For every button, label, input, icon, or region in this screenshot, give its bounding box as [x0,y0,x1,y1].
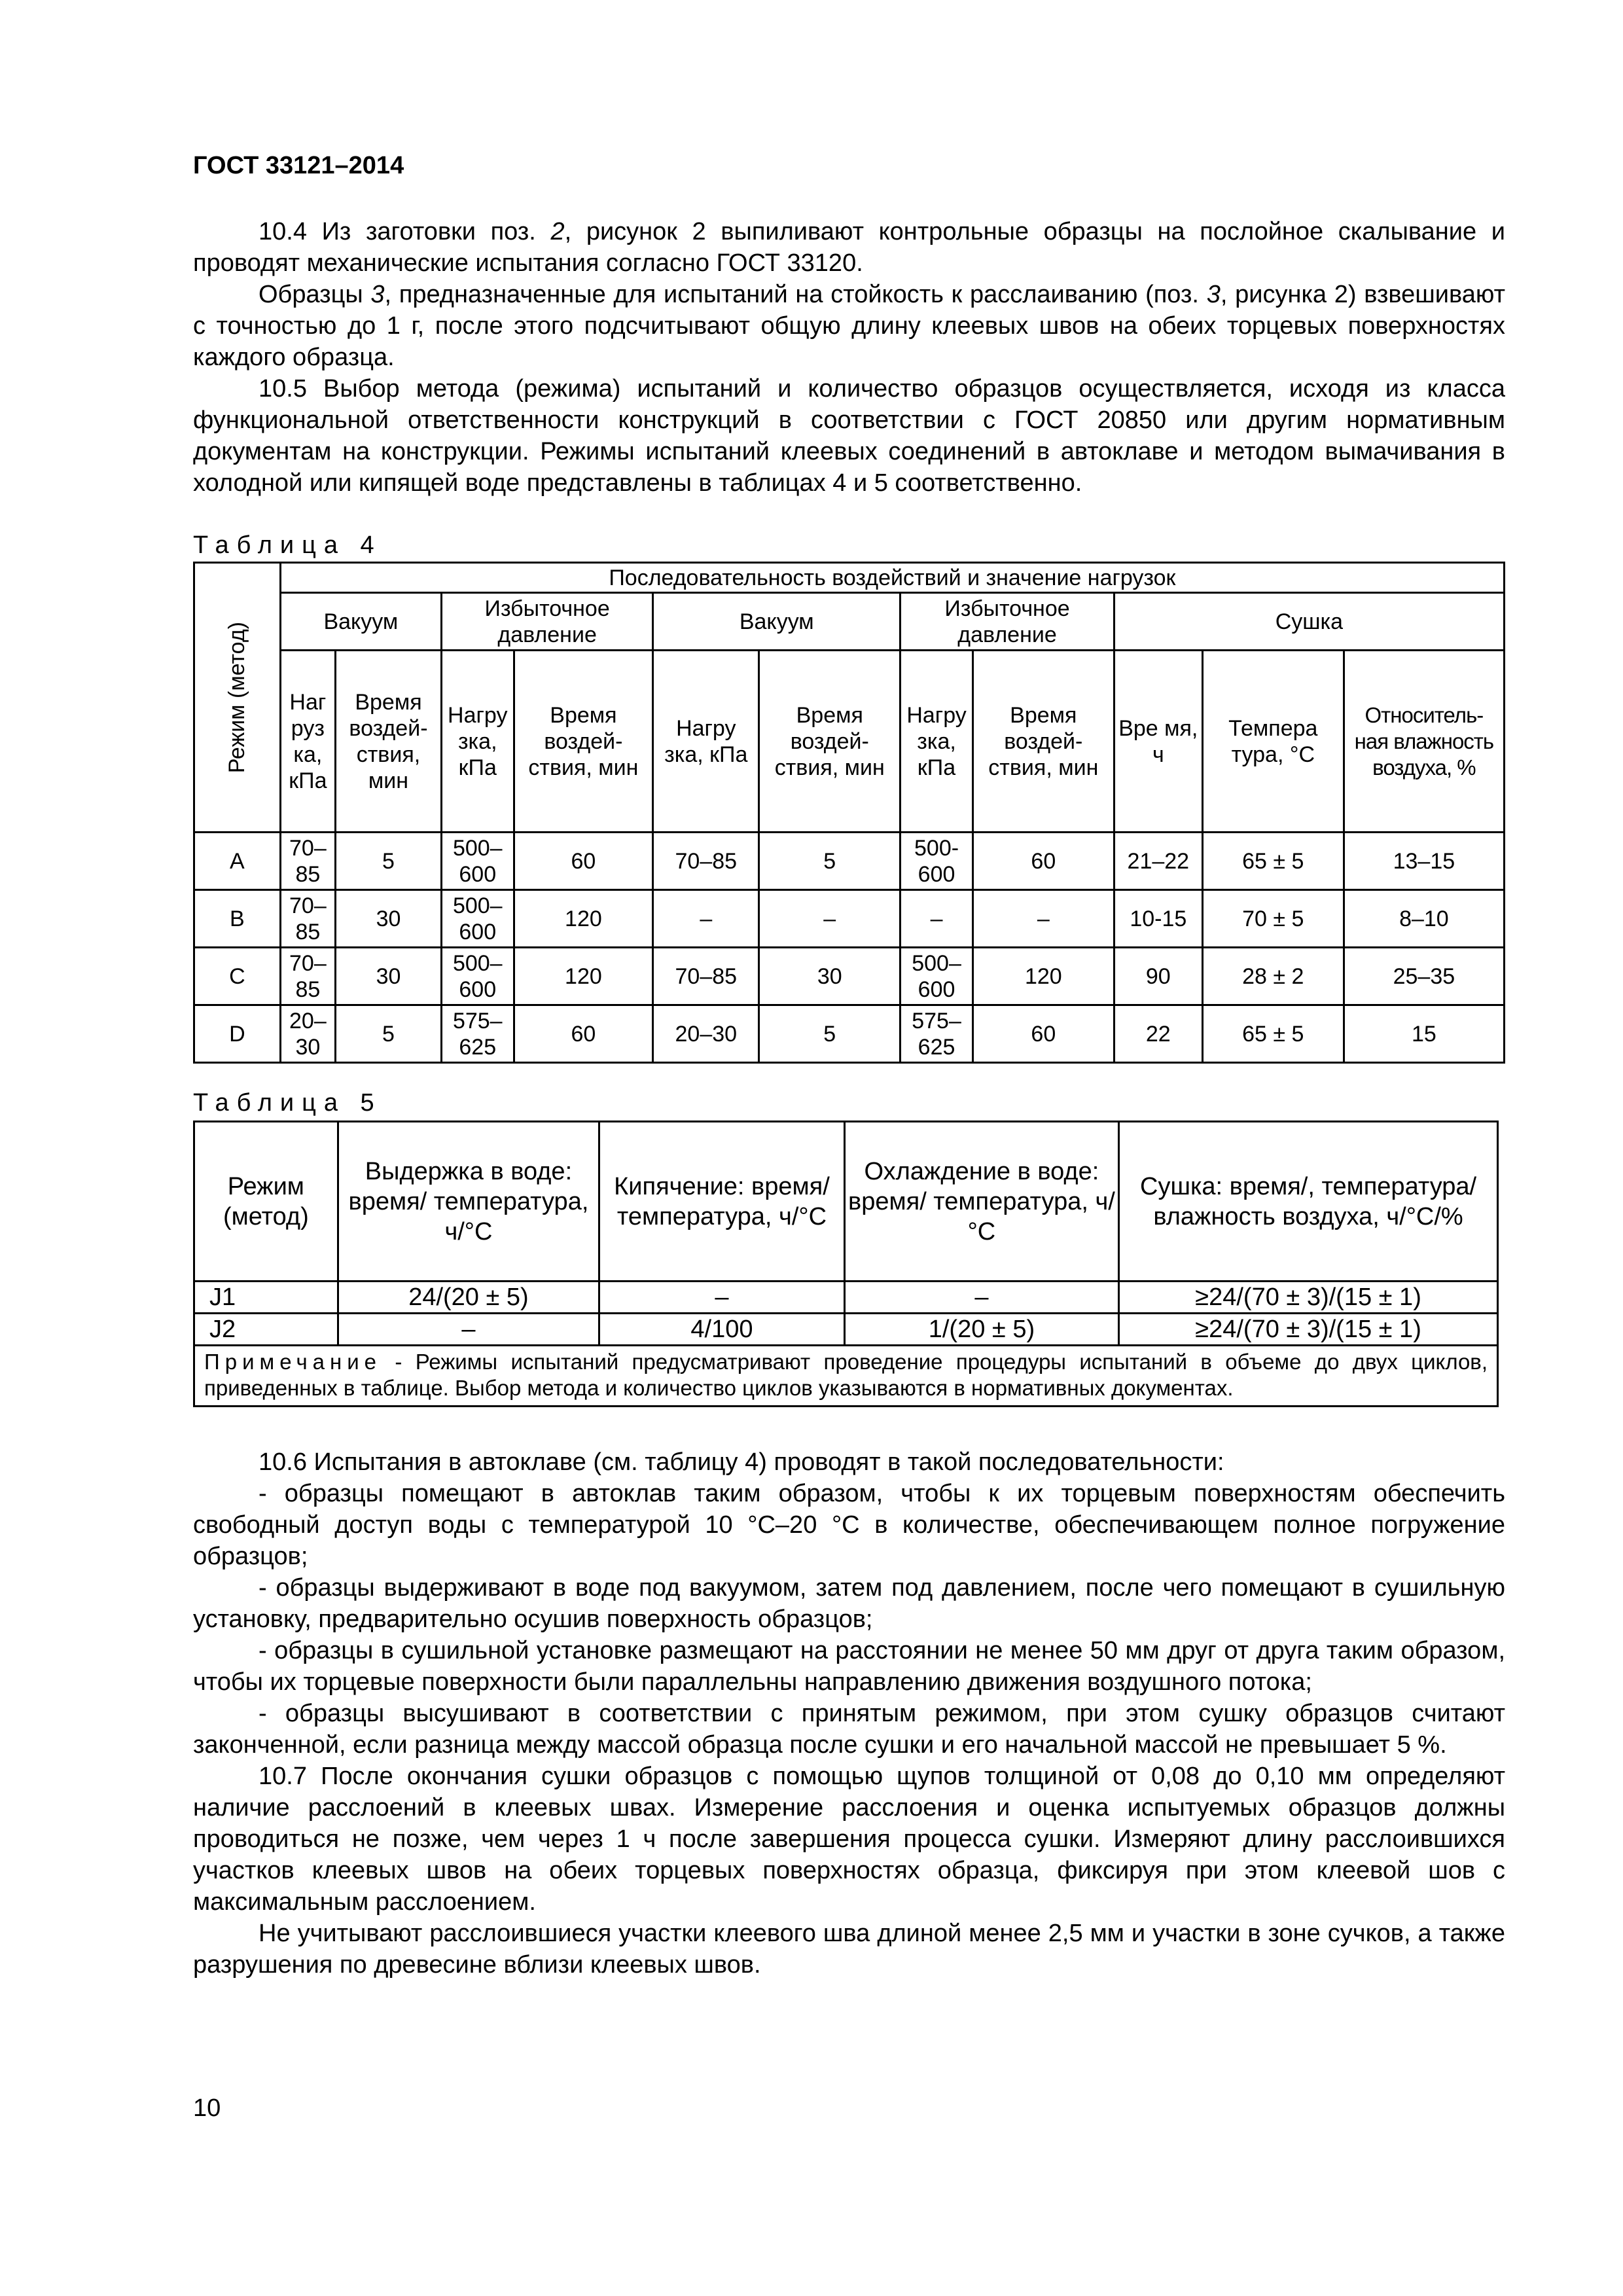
document-header: ГОСТ 33121–2014 [193,152,404,179]
subheader-dry-time: Вре мя, ч [1114,651,1202,833]
group-drying: Сушка [1114,593,1504,651]
table-4 [193,562,1505,1064]
list-item: - образцы помещают в автоклав таким образом, чтобы к их торцевым поверхностям обеспечить свободный доступ воды с температурой 10 °С–20 °С в количестве, обеспечивающем полное погружение образцов; [193,1480,1505,1570]
paragraph-10-7: 10.7 После окончания сушки образцов с помощью щупов толщиной от 0,08 до 0,10 мм определяют наличие расслоений в клеевых швах. Измерение расслоения и оценка испытуемых образцов должны проводиться не позже, чем через 1 ч после завершения процесса сушки. Измеряют длину расслоившихся участков клеевых швов на обеих торцевых поверхностях образца, фиксируя при этом клеевой шов с максимальным расслоением. [193,1763,1505,1916]
t5-header-boil: Кипячение: время/ температура, ч/°С [599,1122,845,1282]
table-row: A 70–85 5 500–600 60 70–85 5 500-600 60 21–22 65 ± 5 13–15 [194,833,1505,890]
paragraph-10-4: 10.4 Из заготовки поз. 2, рисунок 2 выпиливают контрольные образцы на послойное скалывание и проводят механические испытания согласно ГОСТ 33120. [193,218,1505,277]
list-item: - образцы выдерживают в воде под вакуумом, затем под давлением, после чего помещают в сушильную установку, предварительно осушив поверхность образцов; [193,1574,1505,1633]
table-row: J1 24/(20 ± 5) – – ≥24/(70 ± 3)/(15 ± 1) [194,1282,1498,1314]
note-text: - Режимы испытаний предусматривают проведение процедуры испытаний в объеме до двух циклов, приведенных в таблице. Выбор метода и количество циклов указываются в нормативных документах. [204,1350,1488,1400]
table-row: J2 – 4/100 1/(20 ± 5) ≥24/(70 ± 3)/(15 ± 1) [194,1314,1498,1346]
t5-header-mode: Режим (метод) [194,1122,338,1282]
group-vacuum-1: Вакуум [280,593,441,651]
paragraph-not-counted: Не учитывают расслоившиеся участки клеевого шва длиной менее 2,5 мм и участки в зоне сучков, а также разрушения по древесине вблизи клеевых швов. [193,1920,1505,1979]
sequence-header: Последовательность воздействий и значение нагрузок [280,563,1504,593]
table5-caption: Таблица 5 [193,1089,382,1117]
list-item: - образцы высушивают в соответствии с принятым режимом, при этом сушку образцов считают законченной, если разница между массой образца после сушки и его начальной массой не превышает 5 %. [193,1700,1505,1759]
paragraph-10-5: 10.5 Выбор метода (режима) испытаний и количество образцов осуществляется, исходя из класса функциональной ответственности конструкций в соответствии с ГОСТ 20850 или другим нормативным документам на конструкции. Режимы испытаний клеевых соединений в автоклаве и методом вымачивания в холодной или кипящей воде представлены в таблицах 4 и 5 соответственно. [193,375,1505,497]
t5-header-soak: Выдержка в воде: время/ температура, ч/°С [338,1122,599,1282]
page-number: 10 [193,2094,221,2122]
subheader-temperature: Темпера тура, °С [1202,651,1344,833]
subheader-time-1: Время воздей- ствия, мин [335,651,441,833]
subheader-time-3: Время воздей- ствия, мин [759,651,901,833]
subheader-load-3: Нагру зка, кПа [653,651,759,833]
group-pressure-1: Избыточное давление [441,593,652,651]
table-row: B 70–85 30 500–600 120 – – – – 10-15 70 ± 5 8–10 [194,890,1505,948]
table4-caption: Таблица 4 [193,531,382,559]
table5-note [194,1346,1498,1407]
table-5 [193,1121,1499,1407]
group-vacuum-2: Вакуум [653,593,901,651]
section-10-6-10-7 [193,1446,1505,1981]
subheader-load-2: Нагру зка, кПа [441,651,514,833]
intro-text [193,216,1505,499]
subheader-time-2: Время воздей- ствия, мин [514,651,653,833]
subheader-load-4: Нагру зка, кПа [901,651,973,833]
mode-header: Режим (метод) [194,563,281,833]
note-label: Примечание [204,1350,382,1374]
table-row: D 20–30 5 575–625 60 20–30 5 575–625 60 22 65 ± 5 15 [194,1005,1505,1063]
table-row: C 70–85 30 500–600 120 70–85 30 500–600 120 90 28 ± 2 25–35 [194,948,1505,1005]
paragraph-10-6: 10.6 Испытания в автоклаве (см. таблицу 4) проводят в такой последовательности: [259,1448,1224,1476]
subheader-humidity: Относитель- ная влажность воздуха, % [1344,651,1504,833]
subheader-time-4: Время воздей- ствия, мин [972,651,1114,833]
subheader-load-1: Наг руз ка, кПа [280,651,335,833]
paragraph-samples-3: Образцы 3, предназначенные для испытаний на стойкость к расслаиванию (поз. 3, рисунка 2) взвешивают с точностью до 1 г, после этого подсчитывают общую длину клеевых швов на обеих торцевых поверхностях каждого образца. [193,281,1505,371]
list-item: - образцы в сушильной установке размещают на расстоянии не менее 50 мм друг от друга таким образом, чтобы их торцевые поверхности были параллельны направлению движения воздушного потока; [193,1637,1505,1696]
t5-header-cool: Охлаждение в воде: время/ температура, ч/°С [844,1122,1118,1282]
t5-header-dry: Сушка: время/, температура/влажность воздуха, ч/°С/% [1119,1122,1498,1282]
group-pressure-2: Избыточное давление [901,593,1115,651]
